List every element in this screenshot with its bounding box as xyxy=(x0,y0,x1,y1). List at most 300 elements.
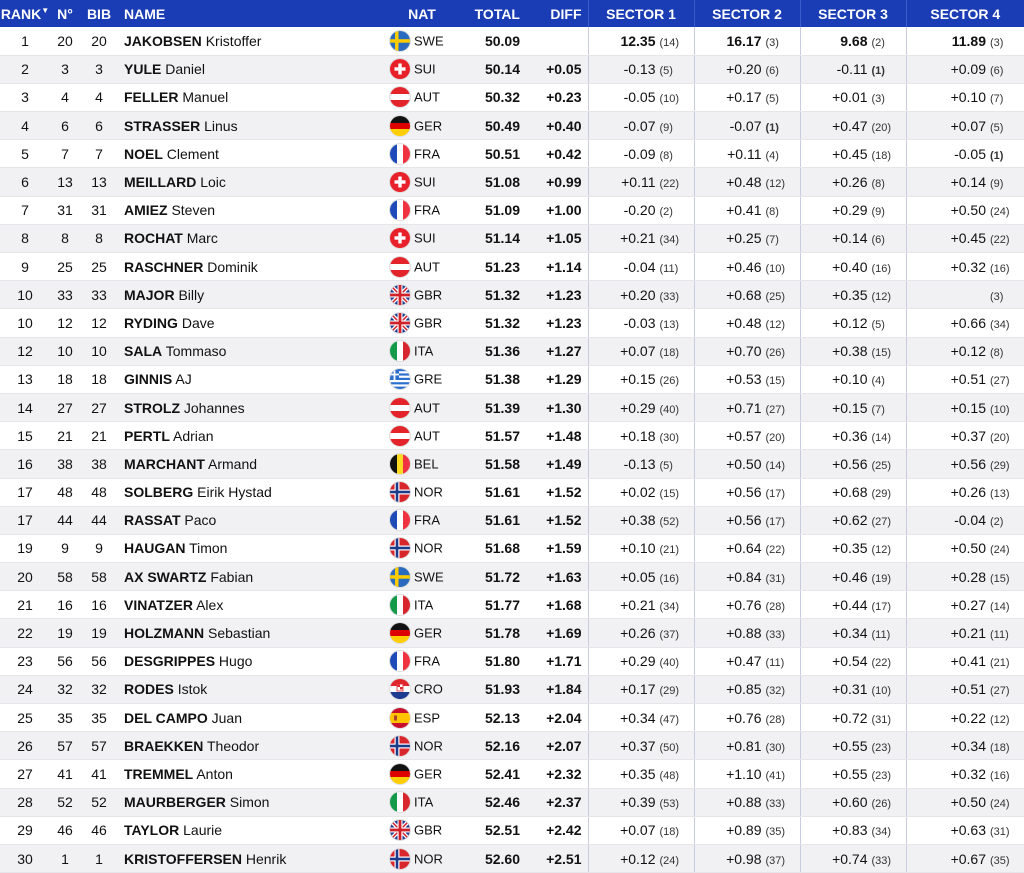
sector-rank: (53) xyxy=(659,798,680,811)
sector-time: +0.39 xyxy=(620,794,656,811)
athlete-last-name: RASCHNER xyxy=(124,258,204,275)
sector-time: +0.45 xyxy=(832,145,868,162)
sector-time: +0.85 xyxy=(726,681,762,698)
bib-cell: 3 xyxy=(80,55,118,83)
athlete-name-cell[interactable] xyxy=(118,140,386,168)
athlete-name-cell[interactable] xyxy=(118,253,386,281)
table-row[interactable] xyxy=(0,365,1024,393)
sector4-cell xyxy=(906,506,1024,534)
table-row[interactable] xyxy=(0,704,1024,732)
table-row[interactable] xyxy=(0,619,1024,647)
sector-rank: (29) xyxy=(990,459,1010,472)
sector3-cell xyxy=(800,224,906,252)
total-time-cell: 52.41 xyxy=(458,760,520,788)
table-row[interactable] xyxy=(0,844,1024,872)
athlete-name-cell[interactable] xyxy=(118,112,386,140)
athlete-last-name: RYDING xyxy=(124,314,178,331)
nation-code: ESP xyxy=(414,710,441,726)
sector-time: +0.21 xyxy=(950,625,986,642)
rank-cell: 15 xyxy=(0,422,50,450)
sector-rank: (19) xyxy=(871,572,892,585)
sector1-cell xyxy=(588,704,694,732)
table-row[interactable] xyxy=(0,27,1024,55)
header-sector1[interactable]: SECTOR 1 xyxy=(588,0,694,27)
rank-cell: 2 xyxy=(0,55,50,83)
sector4-cell xyxy=(906,478,1024,506)
nation-code: FRA xyxy=(414,512,440,528)
rank-cell: 3 xyxy=(0,83,50,111)
nation-cell xyxy=(386,478,458,506)
table-row[interactable] xyxy=(0,309,1024,337)
sector-rank: (15) xyxy=(990,572,1010,585)
header-total[interactable]: TOTAL xyxy=(458,0,520,27)
athlete-name-cell[interactable] xyxy=(118,732,386,760)
diff-cell: +1.30 xyxy=(520,393,588,421)
sector-rank: (22) xyxy=(659,178,680,191)
athlete-name-cell[interactable] xyxy=(118,83,386,111)
bib-cell: 7 xyxy=(80,140,118,168)
sector-rank: (15) xyxy=(871,347,892,360)
nation-cell xyxy=(386,844,458,872)
sector4-cell xyxy=(906,281,1024,309)
rank-cell: 14 xyxy=(0,393,50,421)
sector-rank: (11) xyxy=(871,629,891,642)
sector-time: +0.62 xyxy=(832,512,868,529)
sector-rank: (14) xyxy=(871,431,892,444)
number-cell: 19 xyxy=(50,619,80,647)
nation-cell xyxy=(386,816,458,844)
nation-code: AUT xyxy=(414,89,440,105)
sector-rank: (21) xyxy=(659,544,680,557)
sector-rank: (22) xyxy=(871,657,892,670)
bib-cell: 19 xyxy=(80,619,118,647)
table-row[interactable] xyxy=(0,563,1024,591)
sector-time: +0.72 xyxy=(832,709,868,726)
sector4-cell xyxy=(906,309,1024,337)
diff-cell: +1.27 xyxy=(520,337,588,365)
sector-rank: (10) xyxy=(765,262,786,275)
rank-cell: 6 xyxy=(0,168,50,196)
sector2-cell xyxy=(694,534,800,562)
nation-code: NOR xyxy=(414,851,443,867)
header-bib[interactable]: BIB xyxy=(80,0,118,27)
bib-cell: 12 xyxy=(80,309,118,337)
athlete-name-cell[interactable] xyxy=(118,365,386,393)
table-row[interactable] xyxy=(0,281,1024,309)
athlete-last-name: HOLZMANN xyxy=(124,625,205,642)
sector-rank: (14) xyxy=(659,36,680,49)
rank-cell: 23 xyxy=(0,647,50,675)
athlete-name-cell[interactable] xyxy=(118,168,386,196)
sector-rank: (2) xyxy=(990,516,1004,529)
sector1-cell xyxy=(588,309,694,337)
nation-code: GBR xyxy=(414,287,443,303)
athlete-first-name: Kristoffer xyxy=(205,32,262,49)
nation-code: SWE xyxy=(414,33,444,49)
uk-flag-icon xyxy=(390,820,410,840)
sector2-cell xyxy=(694,393,800,421)
header-name[interactable]: NAME xyxy=(118,0,386,27)
sector-rank: (33) xyxy=(871,854,892,867)
nation-cell xyxy=(386,647,458,675)
sector-rank: (3) xyxy=(990,36,1004,49)
athlete-name-cell[interactable] xyxy=(118,788,386,816)
italy-flag-icon xyxy=(390,595,410,615)
sector2-cell xyxy=(694,140,800,168)
sector3-cell xyxy=(800,844,906,872)
sector-rank: (26) xyxy=(765,347,786,360)
sector-rank: (23) xyxy=(871,741,892,754)
germany-flag-icon xyxy=(390,623,410,643)
sector4-cell xyxy=(906,619,1024,647)
athlete-last-name: AX SWARTZ xyxy=(124,568,207,585)
sector-rank: (20) xyxy=(990,431,1010,444)
sector-time: +0.50 xyxy=(726,455,762,472)
athlete-last-name: JAKOBSEN xyxy=(124,32,202,49)
sector-time: +0.10 xyxy=(950,89,986,106)
number-cell: 57 xyxy=(50,732,80,760)
sector-rank: (12) xyxy=(990,713,1010,726)
sector2-cell xyxy=(694,844,800,872)
sector-rank: (17) xyxy=(871,600,892,613)
sector-rank: (8) xyxy=(871,178,885,191)
sector2-cell xyxy=(694,816,800,844)
norway-flag-icon xyxy=(390,538,410,558)
table-row[interactable] xyxy=(0,450,1024,478)
italy-flag-icon xyxy=(390,792,410,812)
sector-rank: (5) xyxy=(871,318,885,331)
table-row[interactable] xyxy=(0,337,1024,365)
athlete-name-cell[interactable] xyxy=(118,478,386,506)
header-nat[interactable]: NAT xyxy=(386,0,458,27)
sector-rank: (11) xyxy=(990,629,1009,642)
sector3-cell xyxy=(800,55,906,83)
sector-time: -0.04 xyxy=(954,512,986,529)
sector-rank: (30) xyxy=(659,431,680,444)
bib-cell: 16 xyxy=(80,591,118,619)
rank-cell: 10 xyxy=(0,281,50,309)
athlete-name-cell[interactable] xyxy=(118,647,386,675)
sector3-cell xyxy=(800,168,906,196)
sector-rank: (1) xyxy=(871,65,885,78)
switzerland-flag-icon xyxy=(390,228,410,248)
sector-rank: (27) xyxy=(990,375,1010,388)
sector-time: +0.37 xyxy=(950,427,986,444)
number-cell: 3 xyxy=(50,55,80,83)
nation-cell xyxy=(386,760,458,788)
nation-cell xyxy=(386,619,458,647)
nation-code: FRA xyxy=(414,653,440,669)
sector-time: +0.74 xyxy=(832,850,868,867)
diff-cell: +1.68 xyxy=(520,591,588,619)
bib-cell: 32 xyxy=(80,675,118,703)
rank-cell: 12 xyxy=(0,337,50,365)
sector-time: +0.35 xyxy=(620,765,656,782)
sector4-cell xyxy=(906,365,1024,393)
sector-rank: (33) xyxy=(765,798,786,811)
rank-cell: 21 xyxy=(0,591,50,619)
total-time-cell: 51.39 xyxy=(458,393,520,421)
sector-time: +0.31 xyxy=(832,681,868,698)
athlete-name-cell[interactable] xyxy=(118,309,386,337)
bib-cell: 27 xyxy=(80,393,118,421)
athlete-first-name: Anton xyxy=(196,765,233,782)
sector-time: -0.13 xyxy=(623,61,656,78)
athlete-name-cell[interactable] xyxy=(118,27,386,55)
nation-code: SUI xyxy=(414,61,436,77)
athlete-last-name: DEL CAMPO xyxy=(124,709,208,726)
sector4-cell xyxy=(906,196,1024,224)
athlete-name-cell[interactable] xyxy=(118,563,386,591)
sector-time: +0.64 xyxy=(726,540,762,557)
table-row[interactable] xyxy=(0,534,1024,562)
nation-cell xyxy=(386,788,458,816)
number-cell: 58 xyxy=(50,563,80,591)
sector-rank: (40) xyxy=(659,657,680,670)
nation-code: AUT xyxy=(414,428,440,444)
total-time-cell: 51.14 xyxy=(458,224,520,252)
table-row[interactable] xyxy=(0,788,1024,816)
number-cell: 12 xyxy=(50,309,80,337)
sector2-cell xyxy=(694,253,800,281)
number-cell: 16 xyxy=(50,591,80,619)
table-row[interactable] xyxy=(0,732,1024,760)
bib-cell: 33 xyxy=(80,281,118,309)
header-diff[interactable]: DIFF xyxy=(520,0,588,27)
sector-rank: (29) xyxy=(871,488,892,501)
sector-time: +0.50 xyxy=(950,202,986,219)
greece-flag-icon xyxy=(390,369,410,389)
athlete-first-name: Istok xyxy=(177,681,208,698)
number-cell: 27 xyxy=(50,393,80,421)
nation-cell xyxy=(386,675,458,703)
table-row[interactable] xyxy=(0,675,1024,703)
number-cell: 56 xyxy=(50,647,80,675)
sector-rank: (31) xyxy=(990,826,1010,839)
sector-rank: (22) xyxy=(990,234,1010,247)
sector2-cell xyxy=(694,112,800,140)
athlete-name-cell[interactable] xyxy=(118,224,386,252)
sector-time: +0.60 xyxy=(832,794,868,811)
athlete-last-name: STRASSER xyxy=(124,117,201,134)
sector3-cell xyxy=(800,27,906,55)
athlete-name-cell[interactable] xyxy=(118,760,386,788)
sector3-cell xyxy=(800,365,906,393)
sector-rank: (29) xyxy=(659,685,680,698)
sector-time: +0.20 xyxy=(620,286,656,303)
table-row[interactable] xyxy=(0,55,1024,83)
table-row[interactable] xyxy=(0,816,1024,844)
nation-code: SUI xyxy=(414,230,436,246)
athlete-first-name: Dominik xyxy=(207,258,258,275)
table-row[interactable] xyxy=(0,647,1024,675)
rank-cell: 7 xyxy=(0,196,50,224)
rank-cell: 10 xyxy=(0,309,50,337)
sector-time: +0.47 xyxy=(832,117,868,134)
total-time-cell: 51.80 xyxy=(458,647,520,675)
sector-time: 9.68 xyxy=(840,32,868,49)
nation-cell xyxy=(386,704,458,732)
table-row[interactable] xyxy=(0,168,1024,196)
table-row[interactable] xyxy=(0,112,1024,140)
sector3-cell xyxy=(800,281,906,309)
rank-cell: 26 xyxy=(0,732,50,760)
sector3-cell xyxy=(800,732,906,760)
sector1-cell xyxy=(588,619,694,647)
sector-rank: (11) xyxy=(659,262,679,275)
diff-cell: +1.52 xyxy=(520,478,588,506)
sector-rank: (13) xyxy=(659,318,680,331)
diff-cell xyxy=(520,27,588,55)
total-time-cell: 50.49 xyxy=(458,112,520,140)
sector4-cell xyxy=(906,816,1024,844)
total-time-cell: 52.13 xyxy=(458,704,520,732)
bib-cell: 25 xyxy=(80,253,118,281)
diff-cell: +1.71 xyxy=(520,647,588,675)
sector-rank: (52) xyxy=(659,516,680,529)
athlete-name-cell[interactable] xyxy=(118,422,386,450)
bib-cell: 41 xyxy=(80,760,118,788)
table-row[interactable] xyxy=(0,196,1024,224)
nation-code: CRO xyxy=(414,681,443,697)
nation-cell xyxy=(386,253,458,281)
athlete-name-cell[interactable] xyxy=(118,337,386,365)
number-cell: 44 xyxy=(50,506,80,534)
sector3-cell xyxy=(800,140,906,168)
athlete-first-name: Laurie xyxy=(183,822,223,839)
athlete-name-cell[interactable] xyxy=(118,704,386,732)
athlete-name-cell[interactable] xyxy=(118,816,386,844)
table-row[interactable] xyxy=(0,478,1024,506)
header-sector2[interactable]: SECTOR 2 xyxy=(694,0,800,27)
athlete-name-cell[interactable] xyxy=(118,450,386,478)
sector-rank: (24) xyxy=(659,854,680,867)
sector4-cell xyxy=(906,55,1024,83)
diff-cell: +1.23 xyxy=(520,309,588,337)
header-sector4[interactable]: SECTOR 4 xyxy=(906,0,1024,27)
athlete-name-cell[interactable] xyxy=(118,591,386,619)
sector-time: +0.17 xyxy=(620,681,656,698)
diff-cell: +1.52 xyxy=(520,506,588,534)
table-row[interactable] xyxy=(0,83,1024,111)
athlete-name-cell[interactable] xyxy=(118,281,386,309)
austria-flag-icon xyxy=(390,87,410,107)
sector-rank: (47) xyxy=(659,713,680,726)
table-row[interactable] xyxy=(0,224,1024,252)
athlete-name-cell[interactable] xyxy=(118,534,386,562)
sector-rank: (10) xyxy=(990,403,1010,416)
table-row[interactable] xyxy=(0,253,1024,281)
table-row[interactable] xyxy=(0,506,1024,534)
sector4-cell xyxy=(906,224,1024,252)
athlete-name-cell[interactable] xyxy=(118,844,386,872)
sector4-cell xyxy=(906,760,1024,788)
sector3-cell xyxy=(800,591,906,619)
athlete-name-cell[interactable] xyxy=(118,619,386,647)
sector-time: +0.44 xyxy=(832,596,868,613)
sector-time: 12.35 xyxy=(620,32,656,49)
sector-time: +0.35 xyxy=(832,286,868,303)
belgium-flag-icon xyxy=(390,454,410,474)
athlete-first-name: Juan xyxy=(211,709,242,726)
athlete-name-cell[interactable] xyxy=(118,196,386,224)
athlete-first-name: Alex xyxy=(196,596,224,613)
sector1-cell xyxy=(588,55,694,83)
nation-cell xyxy=(386,450,458,478)
sector3-cell xyxy=(800,816,906,844)
sector4-cell xyxy=(906,83,1024,111)
sector2-cell xyxy=(694,788,800,816)
table-row[interactable] xyxy=(0,591,1024,619)
sector-rank: (34) xyxy=(871,826,892,839)
sector-rank: (16) xyxy=(990,769,1010,782)
athlete-name-cell[interactable] xyxy=(118,393,386,421)
sector1-cell xyxy=(588,760,694,788)
sector-time: +0.56 xyxy=(832,455,868,472)
table-row[interactable] xyxy=(0,393,1024,421)
sector4-cell xyxy=(906,675,1024,703)
athlete-name-cell[interactable] xyxy=(118,55,386,83)
sector-rank: (4) xyxy=(765,149,779,162)
sector-rank: (6) xyxy=(765,65,779,78)
sector-time: +0.55 xyxy=(832,737,868,754)
sector-time: +0.07 xyxy=(950,117,986,134)
sector-time: +0.67 xyxy=(950,850,986,867)
rank-cell: 17 xyxy=(0,506,50,534)
total-time-cell: 51.23 xyxy=(458,253,520,281)
sector4-cell xyxy=(906,844,1024,872)
sector-rank: (15) xyxy=(659,488,680,501)
sector-time: +0.84 xyxy=(726,568,762,585)
sector1-cell xyxy=(588,27,694,55)
table-row[interactable] xyxy=(0,422,1024,450)
sector-time: +0.51 xyxy=(950,681,986,698)
sector-time: +0.34 xyxy=(620,709,656,726)
sector2-cell xyxy=(694,675,800,703)
sector-rank: (1) xyxy=(765,121,779,134)
sector-rank: (15) xyxy=(765,375,786,388)
sector3-cell xyxy=(800,309,906,337)
uk-flag-icon xyxy=(390,313,410,333)
nation-cell xyxy=(386,422,458,450)
rank-cell: 9 xyxy=(0,253,50,281)
athlete-first-name: Marc xyxy=(186,230,218,247)
table-row[interactable] xyxy=(0,140,1024,168)
sector-rank: (9) xyxy=(990,178,1004,191)
nation-code: GRE xyxy=(414,371,443,387)
sector3-cell xyxy=(800,675,906,703)
header-sector3[interactable]: SECTOR 3 xyxy=(800,0,906,27)
diff-cell: +1.48 xyxy=(520,422,588,450)
sort-down-icon[interactable]: ▼ xyxy=(41,5,50,15)
nation-cell xyxy=(386,337,458,365)
sector-time: +0.55 xyxy=(832,765,868,782)
athlete-name-cell[interactable] xyxy=(118,675,386,703)
diff-cell: +0.23 xyxy=(520,83,588,111)
italy-flag-icon xyxy=(390,341,410,361)
total-time-cell: 51.08 xyxy=(458,168,520,196)
number-cell: 48 xyxy=(50,478,80,506)
athlete-name-cell[interactable] xyxy=(118,506,386,534)
nation-code: BEL xyxy=(414,456,439,472)
athlete-last-name: ROCHAT xyxy=(124,230,183,247)
athlete-first-name: Steven xyxy=(171,202,216,219)
athlete-first-name: Sebastian xyxy=(208,625,271,642)
sector3-cell xyxy=(800,393,906,421)
header-no[interactable]: N° xyxy=(50,0,80,27)
header-rank[interactable] xyxy=(0,0,50,27)
table-row[interactable] xyxy=(0,760,1024,788)
